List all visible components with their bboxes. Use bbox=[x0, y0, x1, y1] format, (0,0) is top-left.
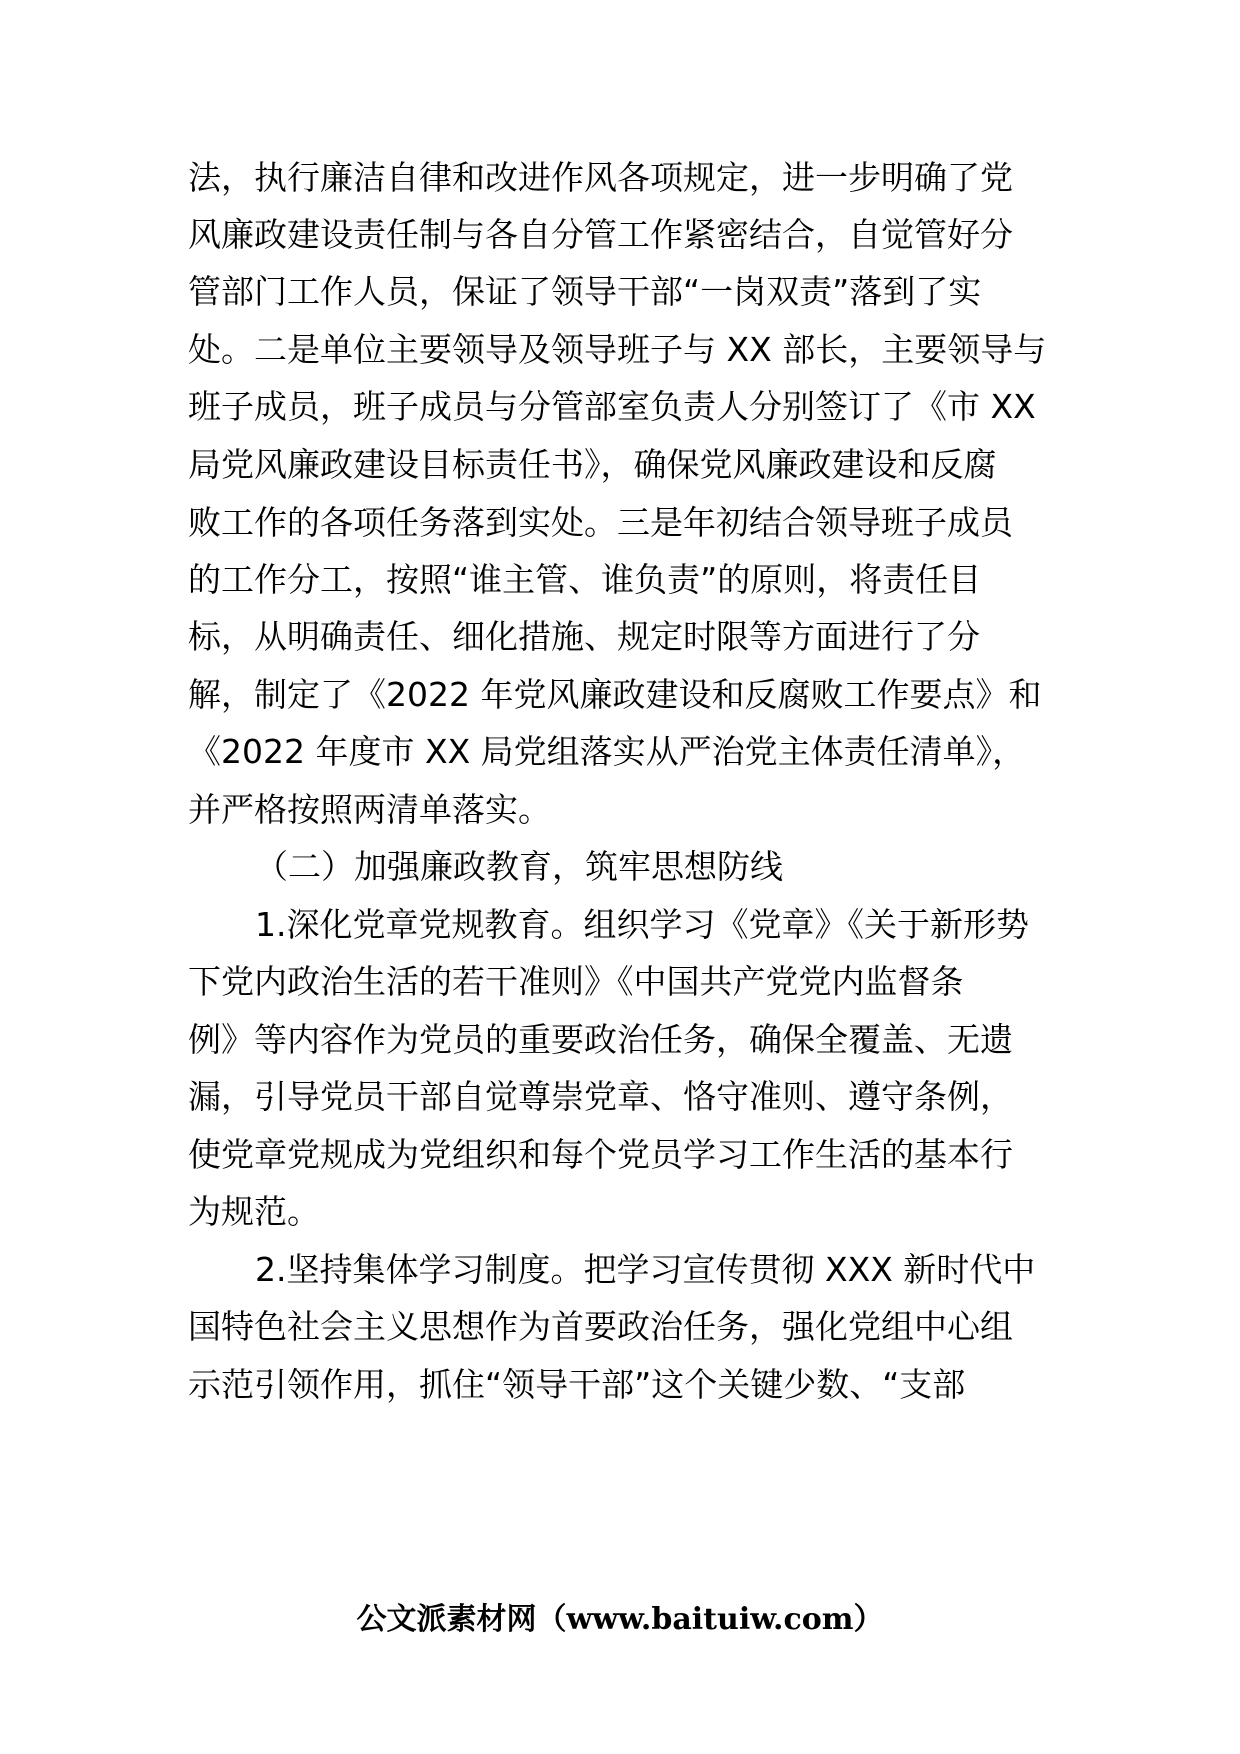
body-line: 为规范。 bbox=[188, 1192, 320, 1231]
body-line: 《2022 年度市 XX 局党组落实从严治党主体责任清单》， bbox=[188, 732, 1026, 771]
body-line: 1.深化党章党规教育。组织学习《党章》《关于新形势 bbox=[255, 905, 1029, 944]
body-line: 示范引领作用，抓住“领导干部”这个关键少数、“支部 bbox=[188, 1365, 966, 1404]
footer-watermark: 公文派素材网（www.baituiw.com） bbox=[356, 1602, 884, 1637]
body-line: 例》等内容作为党员的重要政治任务，确保全覆盖、无遗 bbox=[188, 1020, 1013, 1059]
body-line: 解，制定了《2022 年党风廉政建设和反腐败工作要点》和 bbox=[188, 675, 1042, 714]
body-line: 败工作的各项任务落到实处。三是年初结合领导班子成员 bbox=[188, 503, 1013, 542]
body-line: 下党内政治生活的若干准则》《中国共产党党内监督条 bbox=[188, 962, 964, 1001]
body-line: 管部门工作人员，保证了领导干部“一岗双责”落到了实 bbox=[188, 272, 982, 311]
body-line: 漏，引导党员干部自觉尊崇党章、恪守准则、遵守条例， bbox=[188, 1077, 1013, 1116]
body-line: 2.坚持集体学习制度。把学习宣传贯彻 XXX 新时代中 bbox=[255, 1250, 1036, 1289]
body-line: 的工作分工，按照“谁主管、谁负责”的原则，将责任目 bbox=[188, 560, 982, 599]
section-heading: （二）加强廉政教育，筑牢思想防线 bbox=[255, 847, 783, 886]
body-line: 班子成员，班子成员与分管部室负责人分别签订了《市 XX bbox=[188, 387, 1036, 426]
body-line: 国特色社会主义思想作为首要政治任务，强化党组中心组 bbox=[188, 1307, 1013, 1346]
body-line: 局党风廉政建设目标责任书》，确保党风廉政建设和反腐 bbox=[188, 445, 997, 484]
body-line: 并严格按照两清单落实。 bbox=[188, 790, 551, 829]
body-line: 使党章党规成为党组织和每个党员学习工作生活的基本行 bbox=[188, 1135, 1013, 1174]
body-line: 法，执行廉洁自律和改进作风各项规定，进一步明确了党 bbox=[188, 158, 1013, 197]
body-line: 标，从明确责任、细化措施、规定时限等方面进行了分 bbox=[188, 617, 980, 656]
body-line: 处。二是单位主要领导及领导班子与 XX 部长，主要领导与 bbox=[188, 330, 1047, 369]
body-line: 风廉政建设责任制与各自分管工作紧密结合，自觉管好分 bbox=[188, 215, 1013, 254]
